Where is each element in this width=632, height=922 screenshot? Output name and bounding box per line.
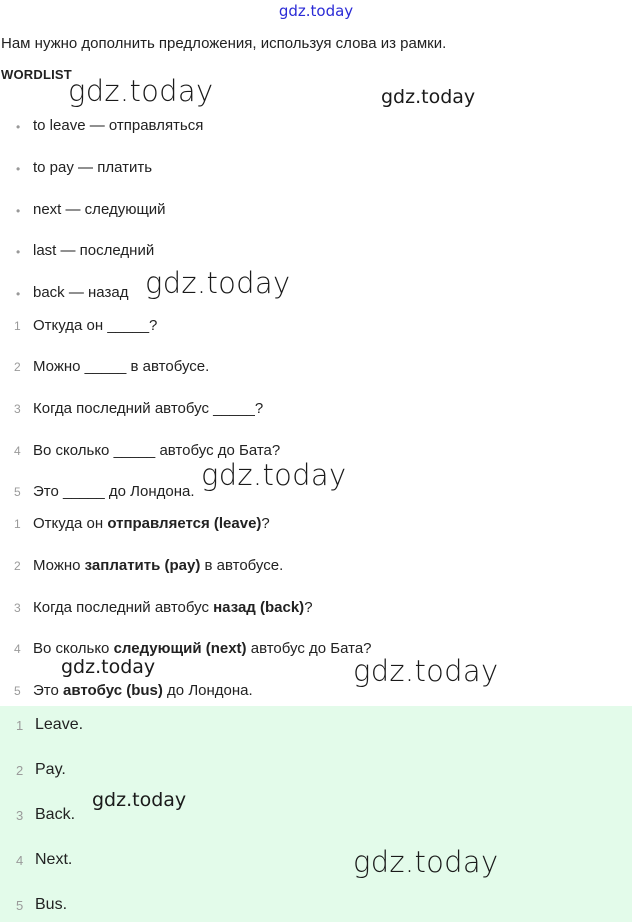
answer-highlight: заплатить (pay): [84, 557, 201, 574]
answers-box: 1 Leave. 2 Pay. 3 Back. 4 Next. 5 Bus.: [0, 706, 632, 922]
bullet-icon: •: [16, 162, 21, 176]
watermark: gdz.today: [201, 458, 347, 492]
watermark: gdz.today: [61, 656, 156, 678]
watermark: gdz.today: [68, 74, 214, 108]
site-logo[interactable]: gdz.today: [278, 2, 354, 20]
bullet-icon: •: [16, 287, 21, 301]
bullet-icon: •: [16, 120, 21, 134]
watermark: gdz.today: [92, 789, 187, 811]
watermark: gdz.today: [145, 266, 291, 300]
intro-text: Нам нужно дополнить предложения, используя слова из рамки.: [1, 35, 447, 52]
bullet-icon: •: [16, 204, 21, 218]
answer-highlight: отправляется (leave): [107, 515, 262, 532]
watermark: gdz.today: [381, 86, 476, 108]
watermark: gdz.today: [353, 654, 499, 688]
answer-highlight: следующий (next): [113, 640, 247, 657]
bullet-icon: •: [16, 245, 21, 259]
answer-highlight: назад (back): [213, 599, 305, 616]
wordlist-title: WORDLIST: [1, 67, 72, 82]
answer-highlight: автобус (bus): [63, 682, 163, 699]
watermark: gdz.today: [353, 845, 499, 879]
